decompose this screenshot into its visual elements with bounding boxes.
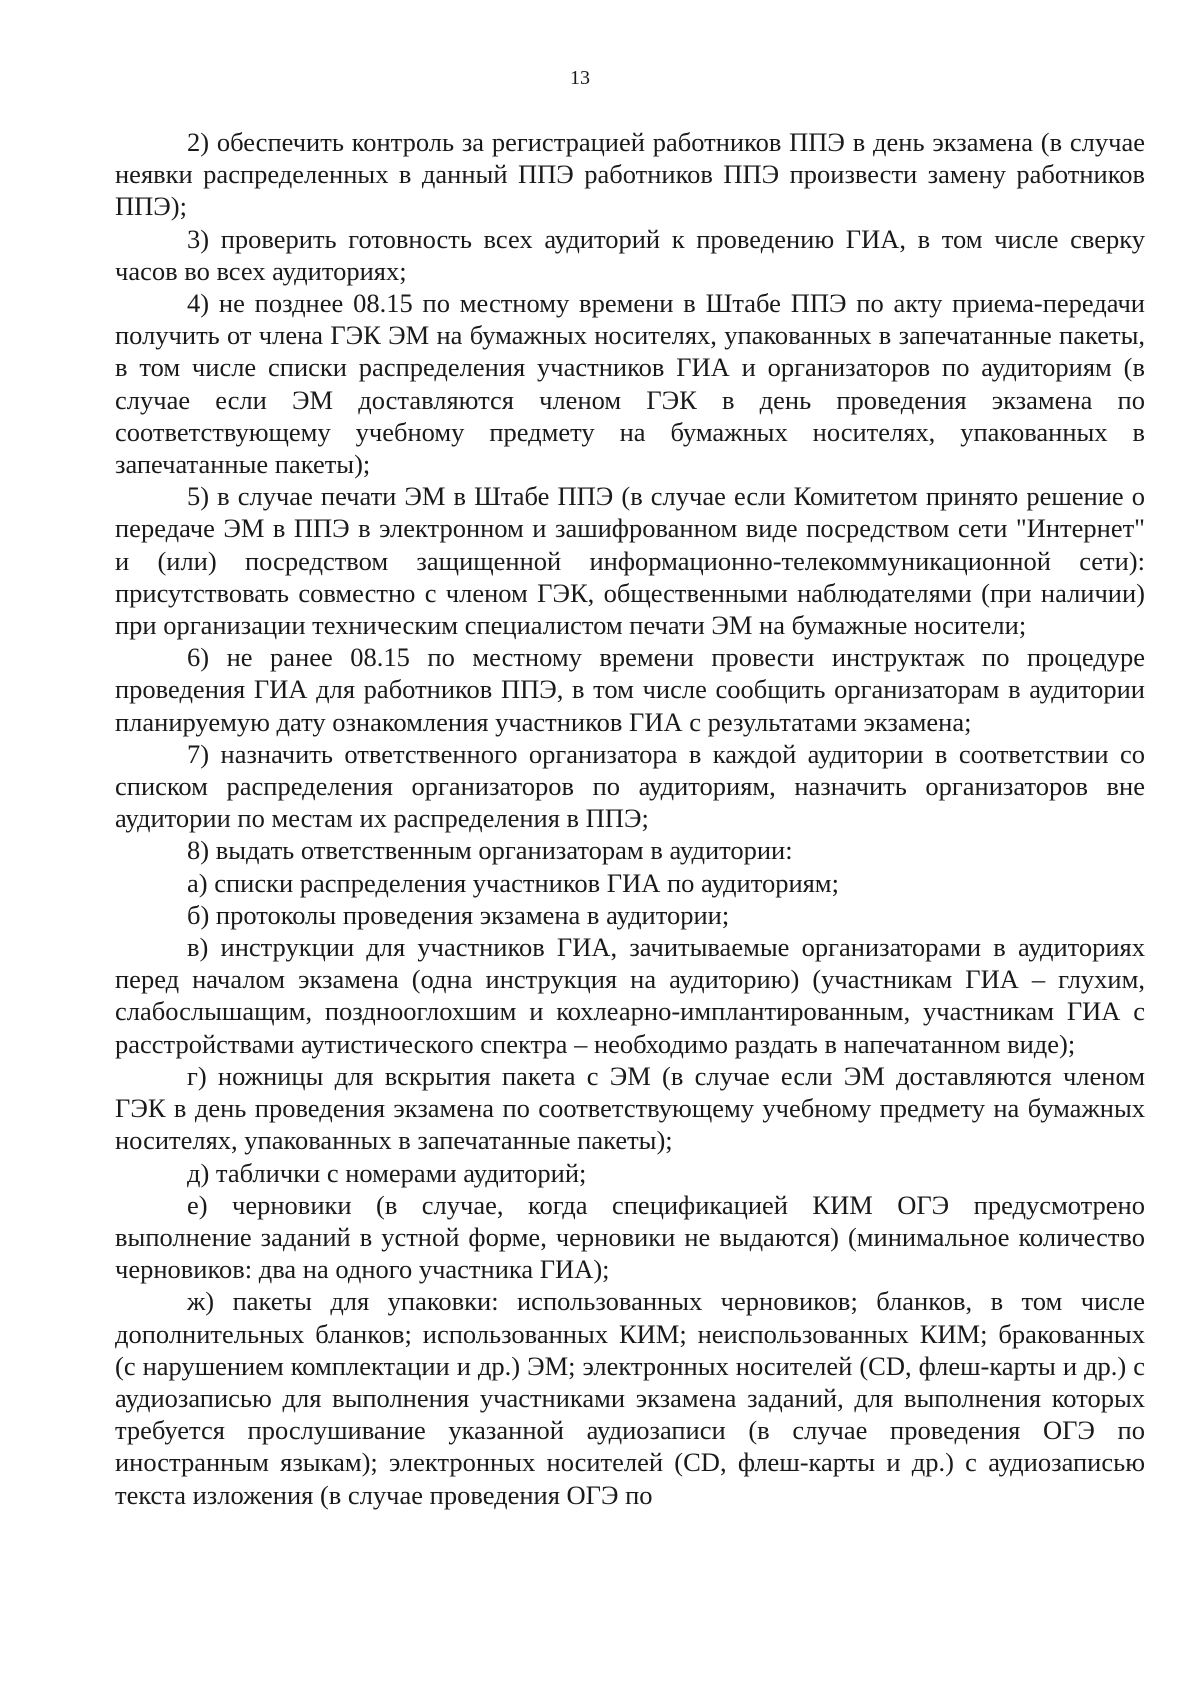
document-body [115,126,1145,1511]
subitem-d: д) таблички с номерами аудиторий; [187,1157,587,1188]
subitem-e: е) черновики (в случае, когда спецификацией КИМ ОГЭ предусмотрено выполнение заданий в устной форме, черновики не выдаются) (минимальное количество черновиков: два на одного участника ГИА); [115,1189,1145,1285]
subitem-a: а) списки распределения участников ГИА по аудиториям; [187,867,839,898]
paragraph-item-3: 3) проверить готовность всех аудиторий к проведению ГИА, в том числе сверку часов во всех аудиториях; [115,223,1145,286]
subitem-v: в) инструкции для участников ГИА, зачитываемые организаторами в аудиториях перед началом экзамена (одна инструкция на аудиторию) (участникам ГИА – глухим, слабослышащим, позднооглохшим и кохлеарно-имплантированным, участникам ГИА с расстройствами аутистического спектра – необходимо раздать в напечатанном виде); [115,932,1145,1059]
paragraph-item-7: 7) назначить ответственного организатора в каждой аудитории в соответствии со списком распределения организаторов по аудиториям, назначить организаторов вне аудитории по местам их распределения в ППЭ; [115,738,1145,834]
page-number: 13 [570,67,590,89]
paragraph-item-5: 5) в случае печати ЭМ в Штабе ППЭ (в случае если Комитетом принято решение о передаче ЭМ в ППЭ в электронном и зашифрованном виде посредством сети "Интернет" и (или) посредством защищенной информационно-телекоммуникационной сети): присутствовать совместно с членом ГЭК, общественными наблюдателями (при наличии) при организации техническим специалистом печати ЭМ на бумажные носители; [115,481,1145,641]
paragraph-item-8: 8) выдать ответственным организаторам в аудитории: [187,835,793,866]
subitem-b: б) протоколы проведения экзамена в аудитории; [187,899,730,930]
subitem-zh: ж) пакеты для упаковки: использованных черновиков; бланков, в том числе дополнительных бланков; использованных КИМ; неиспользованных КИМ; бракованных (с нарушением комплектации и др.) ЭМ; электронных носителей (CD, флеш-карты и др.) с аудиозаписью для выполнения участниками экзамена заданий, для выполнения которых требуется прослушивание указанной аудиозаписи (в случае проведения ОГЭ по иностранным языкам); электронных носителей (CD, флеш-карты и др.) с аудиозаписью текста изложения (в случае проведения ОГЭ по [115,1286,1145,1510]
subitem-g: г) ножницы для вскрытия пакета с ЭМ (в случае если ЭМ доставляются членом ГЭК в день проведения экзамена по соответствующему учебному предмету на бумажных носителях, упакованных в запечатанные пакеты); [115,1060,1145,1156]
paragraph-item-2: 2) обеспечить контроль за регистрацией работников ППЭ в день экзамена (в случае неявки распределенных в данный ППЭ работников ППЭ произвести замену работников ППЭ); [115,127,1145,222]
paragraph-item-6: 6) не ранее 08.15 по местному времени провести инструктаж по процедуре проведения ГИА для работников ППЭ, в том числе сообщить организаторам в аудитории планируемую дату ознакомления участников ГИА с результатами экзамена; [115,642,1145,737]
paragraph-item-4: 4) не позднее 08.15 по местному времени в Штабе ППЭ по акту приема-передачи получить от члена ГЭК ЭМ на бумажных носителях, упакованных в запечатанные пакеты, в том числе списки распределения участников ГИА и организаторов по аудиториям (в случае если ЭМ доставляются членом ГЭК в день проведения экзамена по соответствующему учебному предмету на бумажных носителях, упакованных в запечатанные пакеты); [115,288,1145,480]
